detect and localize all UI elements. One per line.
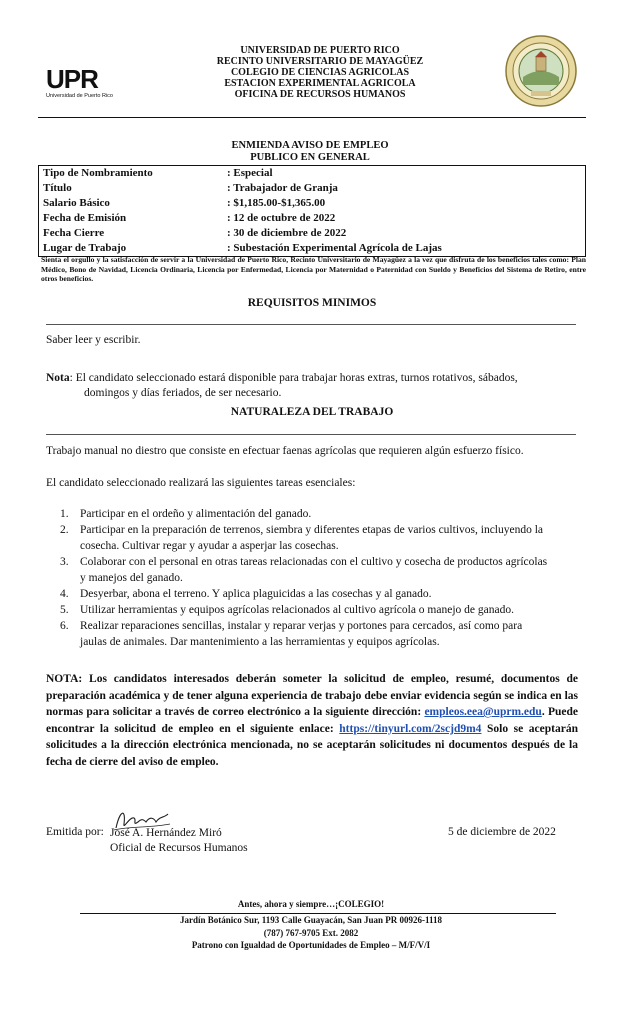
signer-title: Oficial de Recursos Humanos bbox=[110, 842, 248, 854]
list-item bbox=[60, 554, 580, 586]
note-text: NOTA: Los candidatos interesados deberán someter la solicitud de empleo, resumé, documentos de preparación académica y de tener alguna experiencia de trabajo debe enviar evidencia según se indica en las normas para solicitar a través de correo electrónico a la siguiente dirección: bbox=[46, 673, 578, 718]
table-row bbox=[39, 211, 586, 226]
detail-label: Tipo de Nombramiento bbox=[43, 167, 153, 179]
item-number: 4. bbox=[60, 588, 69, 600]
item-number: 6. bbox=[60, 620, 69, 632]
upr-logo bbox=[46, 66, 126, 99]
note-text: . Puede encontrar la solicitud de empleo en el siguiente enlace: bbox=[46, 706, 578, 735]
header-line: ESTACION EXPERIMENTAL AGRICOLA bbox=[224, 78, 416, 89]
benefits-text: Sienta el orgullo y la satisfacción de servir a la Universidad de Puerto Rico, Recinto Universitario de Mayagüez a la vez que disfruta de los beneficios tales como: Plan Médico, Bono de Navidad, Licencia Ordinaria, Licencia por Enfermedad, Licencia por Maternidad o Paternidad con Sueldo y Beneficios del Sistema de Retiro, entre otros beneficios. bbox=[41, 255, 586, 283]
institution-header bbox=[210, 45, 430, 100]
job-details-table bbox=[38, 165, 586, 257]
detail-label: Fecha Cierre bbox=[43, 227, 105, 239]
section-divider bbox=[46, 324, 576, 325]
item-line: y manejos del ganado. bbox=[80, 572, 183, 584]
item-line: Participar en la preparación de terrenos, siembra y diferentes etapas de varios cultivos, incluyendo la bbox=[80, 524, 544, 536]
note-text: Solo se aceptarán solicitudes a la dirección electrónica mencionada, no se aceptarán solicitudes ni documentos después de la fecha de cierre del aviso de empleo. bbox=[46, 722, 578, 768]
detail-value: : Especial bbox=[227, 167, 273, 179]
notice-line-1: ENMIENDA AVISO DE EMPLEO bbox=[231, 140, 389, 151]
header-line: OFICINA DE RECURSOS HUMANOS bbox=[234, 89, 406, 100]
detail-label: Salario Básico bbox=[43, 197, 110, 209]
task-list bbox=[60, 506, 580, 650]
item-number: 5. bbox=[60, 604, 69, 616]
list-item bbox=[60, 506, 580, 522]
footer-phone: (787) 767-9705 Ext. 2082 bbox=[263, 927, 359, 938]
table-row bbox=[39, 181, 586, 196]
list-item bbox=[60, 586, 580, 602]
signature-date: 5 de diciembre de 2022 bbox=[448, 826, 556, 838]
detail-label: Fecha de Emisión bbox=[43, 212, 127, 224]
logo-mark: UPR bbox=[46, 64, 98, 94]
table-row bbox=[39, 196, 586, 211]
detail-value: : 12 de octubre de 2022 bbox=[227, 212, 336, 224]
email-link[interactable]: empleos.eea@uprm.edu bbox=[424, 706, 542, 718]
item-line: Desyerbar, abona el terreno. Y aplica plaguicidas a las cosechas y al ganado. bbox=[80, 588, 432, 600]
section-divider bbox=[46, 434, 576, 435]
college-seal-icon bbox=[505, 35, 577, 107]
table-row bbox=[39, 226, 586, 241]
item-number: 1. bbox=[60, 508, 69, 520]
logo-subtitle: Universidad de Puerto Rico bbox=[46, 93, 113, 99]
application-note bbox=[46, 671, 578, 770]
item-line: Utilizar herramientas y equipos agrícolas relacionados al cultivo agrícola o manejo de ganado. bbox=[80, 604, 514, 616]
list-item bbox=[60, 602, 580, 618]
header-line: COLEGIO DE CIENCIAS AGRICOLAS bbox=[230, 67, 410, 78]
notice-title bbox=[100, 140, 520, 164]
item-line: cosecha. Cultivar regar y ayudar a asperjar las cosechas. bbox=[80, 540, 339, 552]
detail-value: : Subestación Experimental Agrícola de Lajas bbox=[227, 242, 442, 254]
requisitos-text: Saber leer y escribir. bbox=[46, 334, 141, 346]
item-line: jaulas de animales. Dar mantenimiento a las herramientas y equipos agrícolas. bbox=[80, 636, 440, 648]
table-row bbox=[39, 166, 586, 182]
notice-line-2: PUBLICO EN GENERAL bbox=[250, 152, 370, 163]
list-item bbox=[60, 618, 580, 650]
header-line: UNIVERSIDAD DE PUERTO RICO bbox=[240, 45, 400, 56]
signer-name: José A. Hernández Miró bbox=[110, 827, 222, 839]
note-line-2: domingos y días feriados, de ser necesario. bbox=[84, 387, 282, 399]
naturaleza-intro: Trabajo manual no diestro que consiste en efectuar faenas agrícolas que requieren algún esfuerzo físico. bbox=[46, 445, 524, 457]
note-line-1: : El candidato seleccionado estará disponible para trabajar horas extras, turnos rotativos, sábados, bbox=[69, 372, 518, 384]
naturaleza-lead: El candidato seleccionado realizará las siguientes tareas esenciales: bbox=[46, 477, 356, 489]
detail-label: Título bbox=[43, 182, 72, 194]
footer-equal-opportunity: Patrono con Igualdad de Oportunidades de Empleo – M/F/V/I bbox=[191, 940, 431, 950]
requisitos-note bbox=[46, 371, 578, 401]
header-divider bbox=[38, 117, 586, 118]
detail-value: : Trabajador de Granja bbox=[227, 182, 338, 194]
note-label: Nota bbox=[46, 372, 70, 384]
naturaleza-title: NATURALEZA DEL TRABAJO bbox=[230, 406, 394, 418]
application-url-link[interactable]: https://tinyurl.com/2scjd9m4 bbox=[339, 722, 482, 735]
item-line: Realizar reparaciones sencillas, instalar y reparar verjas y portones para cercados, así como para bbox=[80, 620, 523, 632]
detail-value: : 30 de diciembre de 2022 bbox=[227, 227, 347, 239]
footer-contact bbox=[130, 914, 492, 952]
item-line: Participar en el ordeño y alimentación del ganado. bbox=[80, 508, 312, 520]
detail-label: Lugar de Trabajo bbox=[43, 242, 127, 254]
item-number: 3. bbox=[60, 556, 69, 568]
header-line: RECINTO UNIVERSITARIO DE MAYAGÜEZ bbox=[216, 56, 424, 67]
item-number: 2. bbox=[60, 524, 69, 536]
footer-address: Jardín Botánico Sur, 1193 Calle Guayacán, San Juan PR 00926-1118 bbox=[180, 915, 442, 925]
requisitos-title: REQUISITOS MINIMOS bbox=[247, 297, 377, 309]
list-item bbox=[60, 522, 580, 554]
detail-value: : $1,185.00-$1,365.00 bbox=[227, 197, 326, 209]
signer-block bbox=[110, 826, 248, 856]
issued-by-label: Emitida por: bbox=[46, 826, 104, 838]
footer-motto: Antes, ahora y siempre…¡COLEGIO! bbox=[237, 899, 385, 909]
item-line: Colaborar con el personal en otras tareas relacionadas con el cultivo y cosecha de productos agrícolas bbox=[80, 556, 548, 568]
